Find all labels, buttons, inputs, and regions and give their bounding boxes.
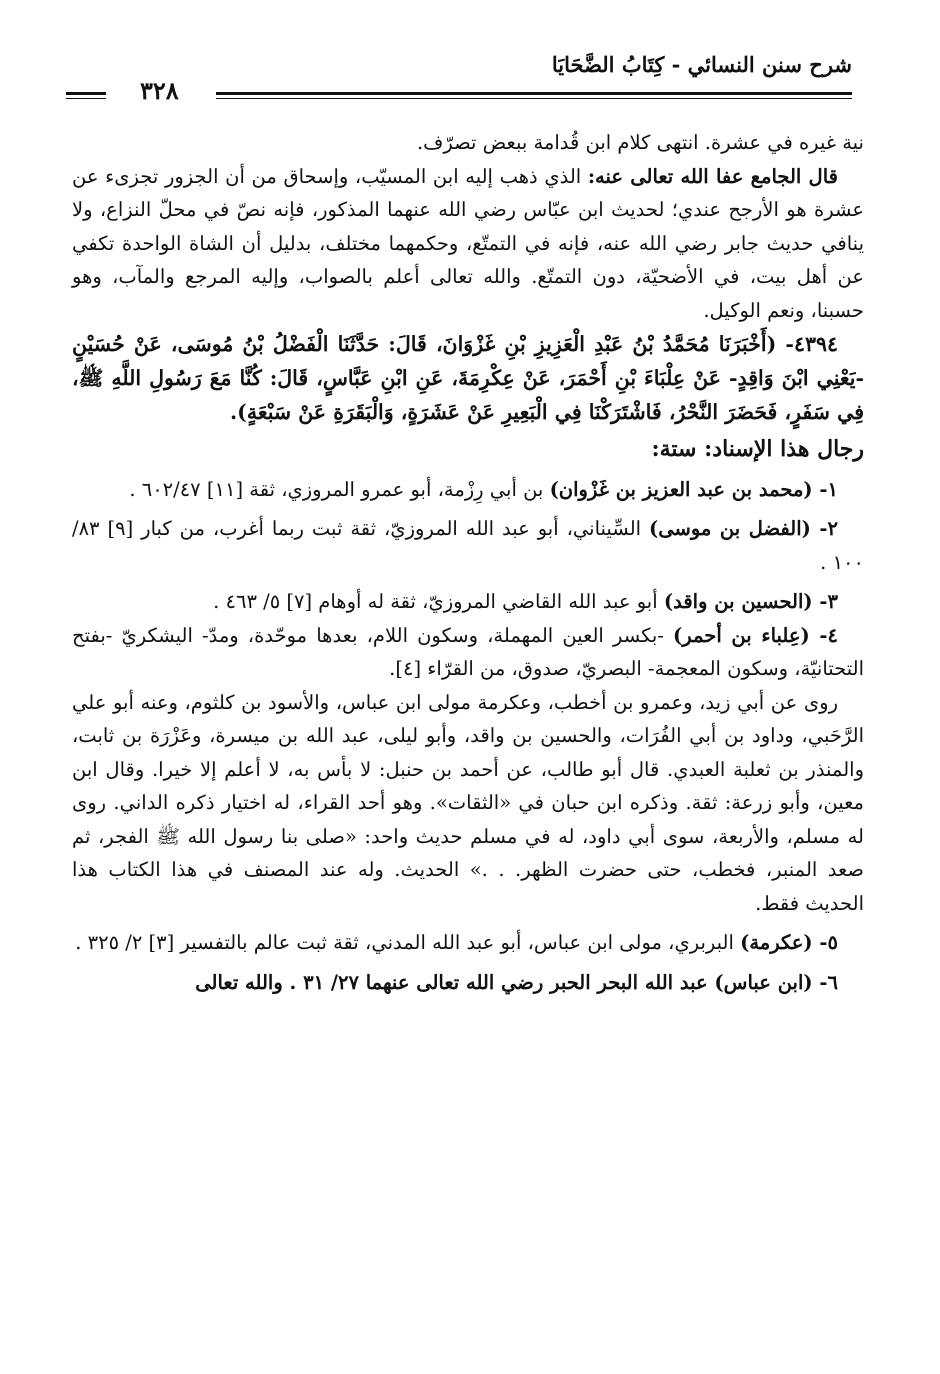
narrator-details: أبو عبد الله القاضي المروزيّ، ثقة له أوهام [٧] ٥/ ٤٦٣ . — [213, 590, 664, 613]
paragraph-quote-end: نية غيره في عشرة. انتهى كلام ابن قُدامة ببعض تصرّف. — [416, 131, 864, 154]
narrator-name: ٢- (الفضل بن موسى) — [649, 517, 839, 540]
narrator-entry-6: ٦- (ابن عباس) عبد الله البحر الحبر رضي الله تعالى عنهما ٢٧/ ٣١ . والله تعالى — [195, 970, 838, 994]
narrator-biography: روى عن أبي زيد، وعمرو بن أخطب، وعكرمة مولى ابن عباس، والأسود بن كلثوم، وعنه أبو علي الرَّحَبي، وداود بن أبي الفُرَات، والحسين بن واقد، وأبو ليلى، عبد الله بن ميسرة، وعَزْرَة بن ثابت، والمنذر بن ثعلبة العبدي. قال أبو طالب، عن أحمد بن حنبل: لا بأس به، لا أعلم إلا خيرا. وقال ابن معين، وأبو زرعة: ثقة. وذكره ابن حبان في «الثقات». وهو أحد القراء، له اختيار ذكره الداني. روى له مسلم، والأربعة، سوى أبي داود، له في مسلم حديث واحد: «صلى بنا رسول الله ﷺ الفجر، ثم صعد المنبر، فخطب، حتى حضرت الظهر. . .» الحديث. وله عند المصنف في هذا الكتاب هذا الحديث فقط. — [72, 690, 864, 915]
hadith-text: ٤٣٩٤- (أَخْبَرَنَا مُحَمَّدُ بْنُ عَبْدِ الْعَزِيزِ بْنِ غَزْوَانَ، قَالَ: حَدَّثَنَا الْفَضْلُ بْنُ مُوسَى، عَنْ حُسَيْنٍ -يَعْنِي ابْنَ وَاقِدٍ- عَنْ عِلْبَاءَ بْنِ أَحْمَرَ، عَنْ عِكْرِمَةَ، عَنِ ابْنِ عَبَّاسٍ، قَالَ: كُنَّا مَعَ رَسُولِ اللَّهِ ﷺ، فِي سَفَرٍ، فَحَضَرَ النَّحْرُ، فَاشْتَرَكْنَا فِي الْبَعِيرِ عَنْ عَشَرَةٍ، وَالْبَقَرَةِ عَنْ سَبْعَةٍ). — [72, 332, 864, 424]
page-number: ٣٢٨ — [130, 76, 189, 105]
narrator-details: البربري، مولى ابن عباس، أبو عبد الله المدني، ثقة ثبت عالم بالتفسير [٣] ٢/ ٣٢٥ . — [75, 931, 741, 954]
paragraph-author-opinion — [72, 160, 864, 328]
page-header — [66, 52, 852, 108]
narrator-name: ٤- (عِلباء بن أحمر) — [673, 623, 838, 647]
narrator-name: ١- (محمد بن عبد العزيز بن غَزْوان) — [549, 477, 838, 501]
narrator-entry-3 — [72, 585, 864, 619]
section-title: رجال هذا الإسناد: ستة: — [651, 436, 864, 462]
narrator-details: -بكسر العين المهملة، وسكون اللام، بعدها موحّدة، ومدّ- اليشكريّ -بفتح التحتانيّة، وسكون المعجمة- البصريّ، صدوق، من القرّاء [٤]. — [72, 623, 864, 680]
narrator-details: بن أبي رِزْمة، أبو عمرو المروزي، ثقة [١١] ٦٠٢/٤٧ . — [129, 477, 550, 501]
narrator-name: ٥- (عكرمة) — [740, 931, 838, 954]
narrator-entry-1 — [72, 473, 864, 507]
author-opinion-text: الذي ذهب إليه ابن المسيّب، وإسحاق من أن الجزور تجزىء عن عشرة هو الأرجح عندي؛ لحديث ابن عبّاس رضي الله عنهما المذكور، فإنه نصّ في محلّ النزاع، ولا ينافي حديث جابر رضي الله عنه، فإنه في التمتّع، وحكمهما مختلف، بدليل أن الشاة الواحدة تكفي عن أهل بيت، في الأضحيّة، دون التمتّع. والله تعالى أعلم بالصواب، وإليه المرجع والمآب، وهو حسبنا، ونعم الوكيل. — [72, 164, 864, 322]
narrator-name: ٣- (الحسين بن واقد) — [663, 590, 838, 613]
author-lead: قال الجامع عفا الله تعالى عنه: — [587, 164, 838, 188]
narrator-details: السِّيناني، أبو عبد الله المروزيّ، ثقة ثبت ربما أغرب، من كبار [٩] ٨٣/ ١٠٠ . — [72, 517, 864, 574]
narrator-entry-4 — [72, 619, 864, 686]
page-body — [72, 126, 864, 999]
running-title: شرح سنن النسائي - كِتَابُ الضَّحَايَا — [551, 52, 852, 77]
narrator-entry-2 — [72, 512, 864, 579]
narrator-entry-5 — [72, 926, 864, 960]
